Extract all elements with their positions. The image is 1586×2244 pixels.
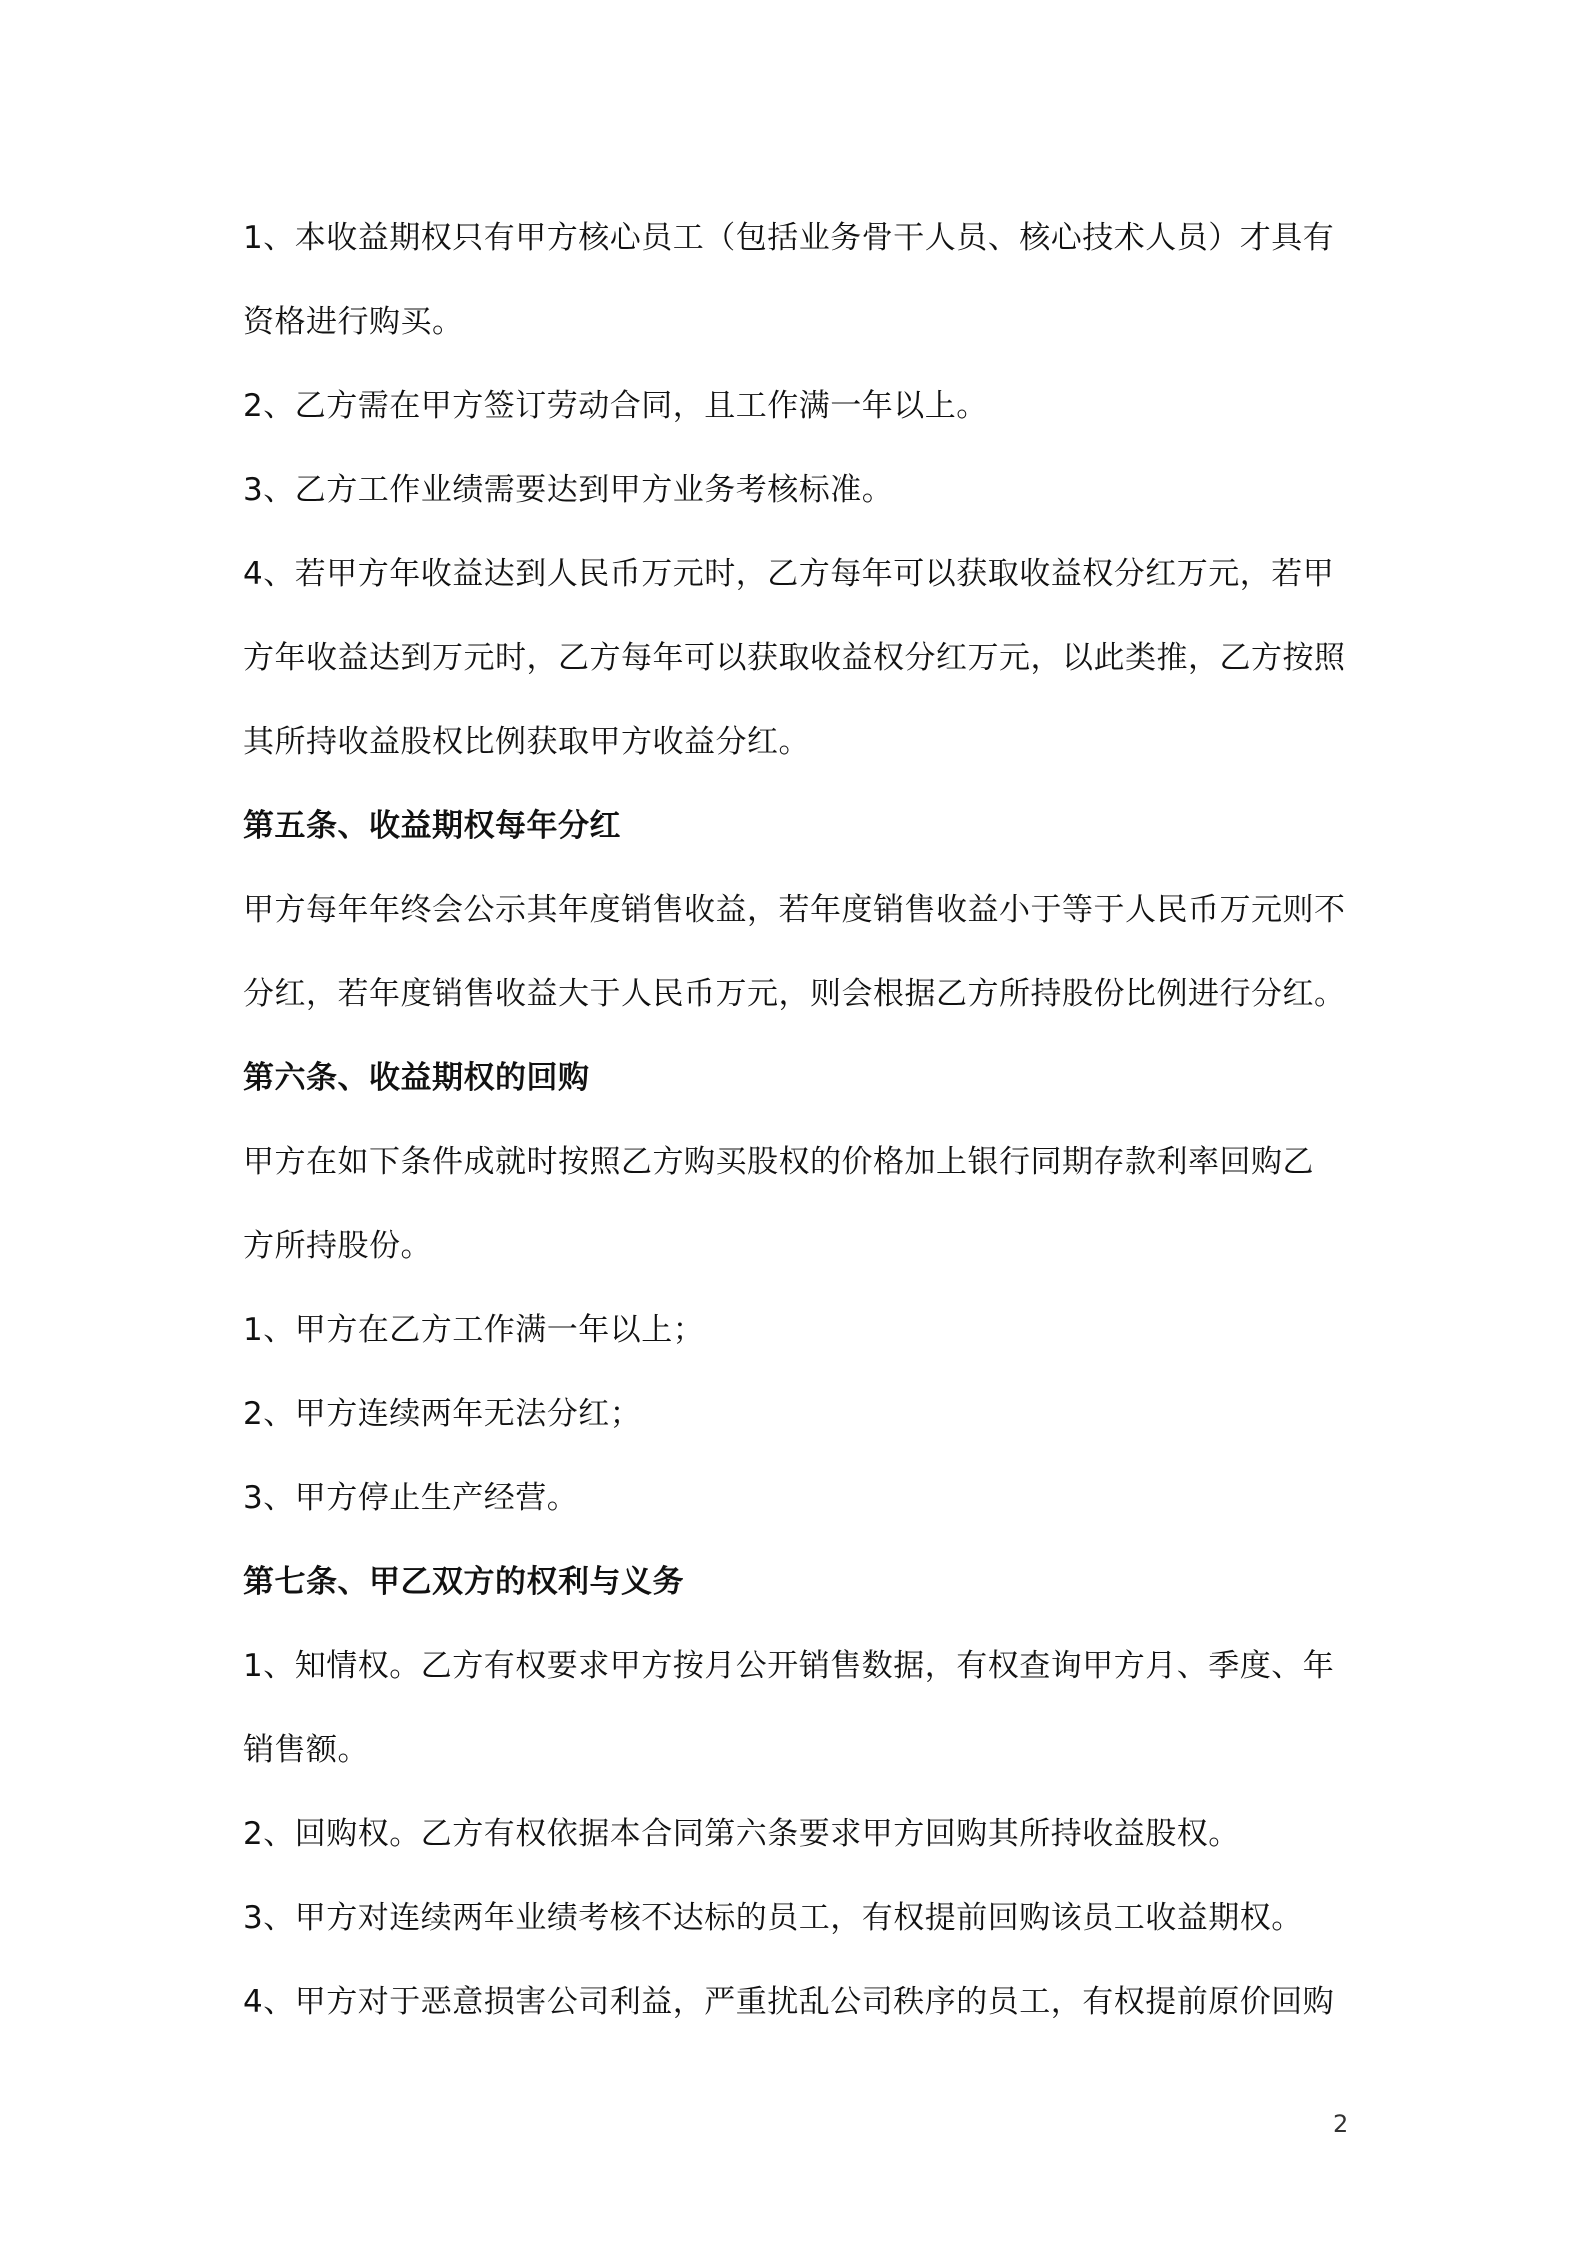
text-line: 2、乙方需在甲方签订劳动合同，且工作满一年以上。 <box>243 388 988 424</box>
text-line: 1、知情权。乙方有权要求甲方按月公开销售数据，有权查询甲方月、季度、年 <box>243 1648 1335 1684</box>
text-line: 其所持收益股权比例获取甲方收益分红。 <box>243 724 810 760</box>
text-line: 3、乙方工作业绩需要达到甲方业务考核标准。 <box>243 472 894 508</box>
text-line: 2、甲方连续两年无法分红； <box>243 1396 642 1432</box>
text-line: 方年收益达到万元时，乙方每年可以获取收益权分红万元，以此类推，乙方按照 <box>243 640 1346 676</box>
text-line: 甲方在如下条件成就时按照乙方购买股权的价格加上银行同期存款利率回购乙 <box>243 1144 1314 1180</box>
text-line: 1、本收益期权只有甲方核心员工（包括业务骨干人员、核心技术人员）才具有 <box>243 220 1335 256</box>
section-heading: 第六条、收益期权的回购 <box>243 1060 590 1096</box>
text-line: 方所持股份。 <box>243 1228 432 1264</box>
page-number: 2 <box>1333 2110 1349 2138</box>
text-line: 资格进行购买。 <box>243 304 464 340</box>
text-line: 2、回购权。乙方有权依据本合同第六条要求甲方回购其所持收益股权。 <box>243 1816 1240 1852</box>
text-line: 1、甲方在乙方工作满一年以上； <box>243 1312 705 1348</box>
text-line: 3、甲方停止生产经营。 <box>243 1480 579 1516</box>
text-line: 3、甲方对连续两年业绩考核不达标的员工，有权提前回购该员工收益期权。 <box>243 1900 1303 1936</box>
section-heading: 第七条、甲乙双方的权利与义务 <box>243 1564 684 1600</box>
text-line: 4、甲方对于恶意损害公司利益，严重扰乱公司秩序的员工，有权提前原价回购 <box>243 1984 1335 2020</box>
text-line: 4、若甲方年收益达到人民币万元时，乙方每年可以获取收益权分红万元，若甲 <box>243 556 1335 592</box>
text-line: 甲方每年年终会公示其年度销售收益，若年度销售收益小于等于人民币万元则不 <box>243 892 1346 928</box>
section-heading: 第五条、收益期权每年分红 <box>243 808 621 844</box>
document-body <box>243 196 1353 2044</box>
text-line: 分红，若年度销售收益大于人民币万元，则会根据乙方所持股份比例进行分红。 <box>243 976 1346 1012</box>
text-line: 销售额。 <box>243 1732 369 1768</box>
